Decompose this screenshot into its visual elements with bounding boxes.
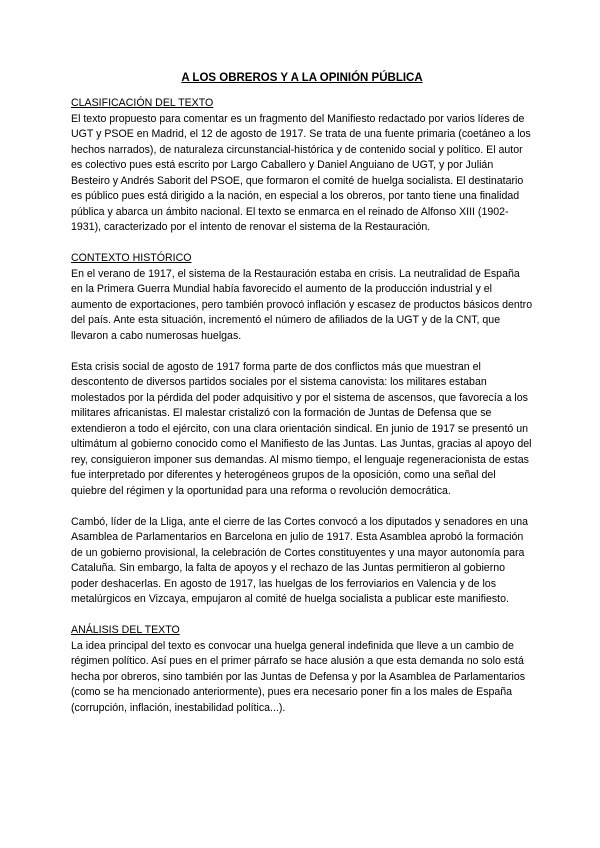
section-clasificacion bbox=[71, 96, 533, 236]
section-analisis bbox=[71, 623, 533, 716]
paragraph-clasificacion-1: El texto propuesto para comentar es un fragmento del Manifiesto redactado por varios líderes de UGT y PSOE en Madrid, el 12 de agosto de 1917. Se trata de una fuente primaria (coetáneo a los hechos narrados), de naturaleza circunstancial-histórica y de contenido social y político. El autor es colectivo pues está escrito por Largo Caballero y Daniel Anguiano de UGT, y por Julián Besteiro y Andrés Saborit del PSOE, que formaron el comité de huelga socialista. El destinatario es público pues está dirigido a la nación, en especial a los obreros, por tanto tiene una finalidad pública y abarca un ámbito nacional. El texto se enmarca en el reinado de Alfonso XIII (1902-1931), caracterizado por el intento de renovar el sistema de la Restauración. bbox=[71, 112, 531, 233]
spacer bbox=[71, 344, 533, 360]
document-title: A LOS OBREROS Y A LA OPINIÓN PÚBLICA bbox=[181, 72, 423, 84]
paragraph-contexto-2: Esta crisis social de agosto de 1917 forma parte de dos conflictos más que muestran el descontento de diversos partidos sociales por el sistema canovista: los militares estaban molestados por la pérdida del poder adquisitivo y por el sistema de ascensos, que favorecía a los militares africanistas. El malestar cristalizó con la formación de Juntas de Defensa que se extendieron a todo el ejército, con una clara orientación sindical. En junio de 1917 se presentó un ultimátum al gobierno conocido como el Manifiesto de las Juntas. Las Juntas, gracias al apoyo del rey, consiguieron imponer sus demandas. Al mismo tiempo, el lenguaje regeneracionista de estas fue interpretado por diferentes y heterogéneos grupos de la oposición, como una señal del quiebre del régimen y la oportunidad para una reforma o revolución democrática. bbox=[71, 360, 532, 497]
paragraph-contexto-3: Cambó, líder de la Lliga, ante el cierre de las Cortes convocó a los diputados y senadores en una Asamblea de Parlamentarios en Barcelona en julio de 1917. Esta Asamblea aprobó la formación de un gobierno provisional, la celebración de Cortes constituyentes y una mayor autonomía para Cataluña. Sin embargo, la falta de apoyos y el rechazo de las Juntas permitieron al gobierno poder deshacerlas. En agosto de 1917, las huelgas de los ferroviarios en Valencia y de los metalúrgicos en Vizcaya, empujaron al comité de huelga socialista a publicar este manifiesto. bbox=[71, 515, 528, 605]
section-heading-clasificacion: CLASIFICACIÓN DEL TEXTO bbox=[71, 97, 214, 109]
spacer bbox=[71, 236, 533, 252]
section-contexto bbox=[71, 251, 533, 608]
spacer bbox=[71, 499, 533, 515]
section-heading-analisis: ANÁLISIS DEL TEXTO bbox=[71, 624, 180, 636]
spacer bbox=[71, 608, 533, 624]
paragraph-analisis-1: La idea principal del texto es convocar una huelga general indefinida que lleve a un cambio de régimen político. Así pues en el primer párrafo se hace alusión a que esta demanda no solo está hecha por obreros, sino también por las Juntas de Defensa y por la Asamblea de Parlamentarios (como se ha mencionado anteriormente), pues era necesario poner fin a los males de España (corrupción, inflación, inestabilidad política...). bbox=[71, 639, 526, 714]
document-page bbox=[71, 70, 533, 716]
paragraph-contexto-1: En el verano de 1917, el sistema de la Restauración estaba en crisis. La neutralidad de España en la Primera Guerra Mundial había favorecido el aumento de la producción industrial y el aumento de exportaciones, pero también provocó inflación y escasez de productos básicos dentro del país. Ante esta situación, incrementó el número de afiliados de la UGT y de la CNT, que llevaron a cabo numerosas huelgas. bbox=[71, 267, 533, 342]
section-heading-contexto: CONTEXTO HISTÓRICO bbox=[71, 252, 192, 264]
